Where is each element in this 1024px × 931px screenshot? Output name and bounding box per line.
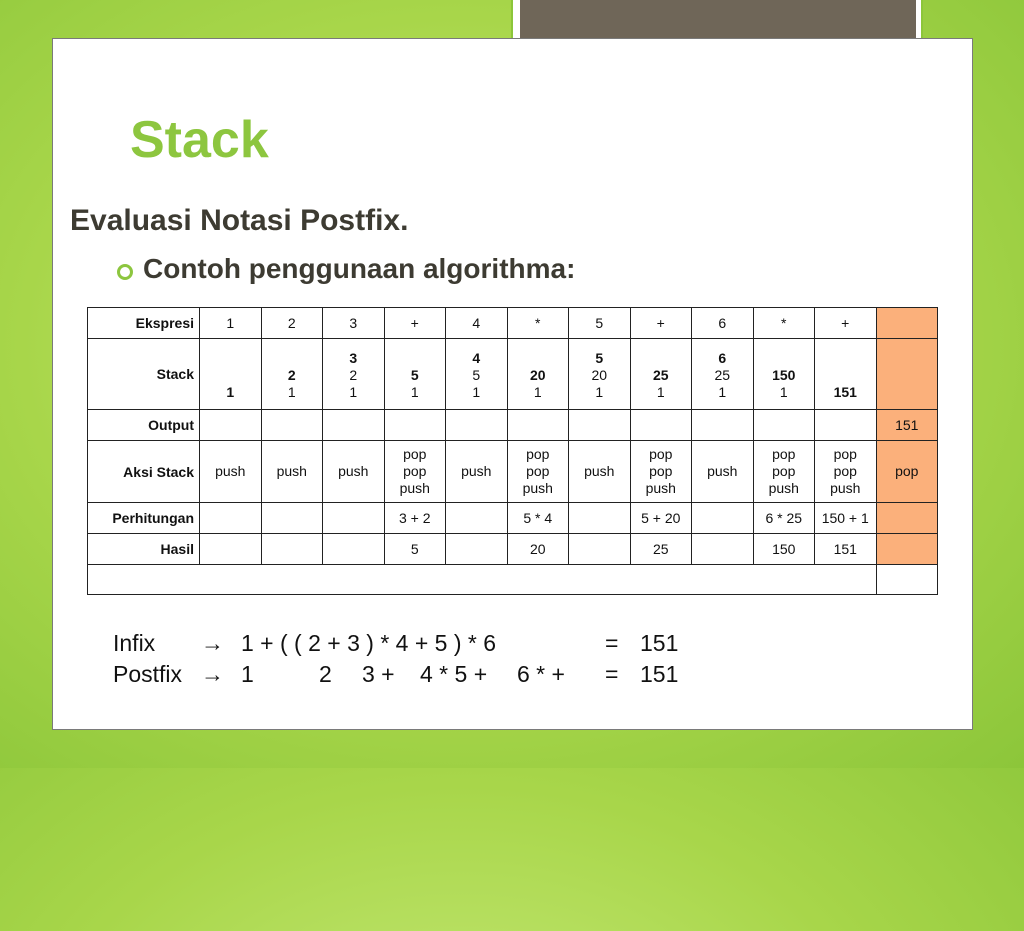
stack-value: 150 xyxy=(772,367,796,383)
hasil-cell xyxy=(446,534,508,565)
perhitungan-cell: 6 * 25 xyxy=(753,503,815,534)
stack-value: 1 xyxy=(656,384,665,400)
arrow-right-icon: → xyxy=(201,630,224,656)
perhitungan-cell xyxy=(200,503,262,534)
stack-value: 5 xyxy=(595,350,604,366)
ekspresi-cell: + xyxy=(384,308,446,339)
postfix-token: 2 xyxy=(319,661,332,687)
perhitungan-cell xyxy=(692,503,754,534)
aksi-cell xyxy=(630,441,692,503)
postfix-label: Postfix xyxy=(113,661,183,687)
hasil-cell xyxy=(876,534,938,565)
postfix-token: 4 * 5 + xyxy=(420,661,488,687)
stack-value: 2 xyxy=(287,367,296,383)
aksi-value: pop xyxy=(772,463,796,479)
output-cell xyxy=(384,410,446,441)
stack-value: 5 xyxy=(410,367,419,383)
stack-cell xyxy=(630,339,692,410)
output-cell xyxy=(446,410,508,441)
table-row xyxy=(88,308,938,339)
stack-value: 4 xyxy=(472,350,481,366)
table-row xyxy=(88,441,938,503)
row-header-perhitungan: Perhitungan xyxy=(88,503,200,534)
perhitungan-cell: 5 * 4 xyxy=(507,503,569,534)
bullet-text: Contoh penggunaan algorithma: xyxy=(143,253,576,284)
empty-cell xyxy=(876,565,938,595)
infix-expression: 1 + ( ( 2 + 3 ) * 4 + 5 ) * 6 xyxy=(241,630,497,656)
stack-cell xyxy=(446,339,508,410)
aksi-value: pop xyxy=(833,446,857,462)
empty-cell xyxy=(88,565,877,595)
output-cell xyxy=(569,410,631,441)
perhitungan-cell xyxy=(569,503,631,534)
aksi-value: push xyxy=(768,480,799,496)
aksi-cell xyxy=(323,441,385,503)
table-row xyxy=(88,503,938,534)
output-cell: 151 xyxy=(876,410,938,441)
hasil-cell: 151 xyxy=(815,534,877,565)
aksi-cell xyxy=(384,441,446,503)
perhitungan-cell xyxy=(261,503,323,534)
stack-cell xyxy=(261,339,323,410)
output-cell xyxy=(507,410,569,441)
postfix-token: 1 xyxy=(241,661,254,687)
aksi-cell xyxy=(200,441,262,503)
stack-evaluation-table xyxy=(87,307,938,595)
stack-value: 20 xyxy=(529,367,546,383)
output-cell xyxy=(323,410,385,441)
output-cell xyxy=(261,410,323,441)
stack-value: 1 xyxy=(779,384,788,400)
stack-value: 1 xyxy=(595,384,604,400)
aksi-value: pop xyxy=(403,446,427,462)
perhitungan-cell: 150 + 1 xyxy=(815,503,877,534)
stack-value: 3 xyxy=(349,350,358,366)
aksi-value: push xyxy=(584,463,615,479)
ekspresi-cell: + xyxy=(815,308,877,339)
ekspresi-cell: + xyxy=(630,308,692,339)
stack-value: 1 xyxy=(472,384,481,400)
aksi-cell xyxy=(569,441,631,503)
slide-title: Stack xyxy=(130,111,269,169)
aksi-value: push xyxy=(461,463,492,479)
ekspresi-cell: 3 xyxy=(323,308,385,339)
arrow-right-icon: → xyxy=(201,661,224,687)
stack-cell xyxy=(384,339,446,410)
stack-cell xyxy=(692,339,754,410)
stack-value: 6 xyxy=(718,350,727,366)
row-header-aksi: Aksi Stack xyxy=(88,441,200,503)
aksi-value: pop xyxy=(649,446,673,462)
stack-value: 1 xyxy=(226,384,235,400)
stack-value: 151 xyxy=(833,384,857,400)
output-cell xyxy=(753,410,815,441)
aksi-value: pop xyxy=(895,463,919,479)
ekspresi-cell: 6 xyxy=(692,308,754,339)
perhitungan-cell xyxy=(323,503,385,534)
aksi-cell xyxy=(446,441,508,503)
postfix-token: 3 + xyxy=(362,661,395,687)
stack-value: 1 xyxy=(349,384,358,400)
perhitungan-cell: 5 + 20 xyxy=(630,503,692,534)
bullet-circle-icon xyxy=(117,264,133,280)
aksi-cell xyxy=(507,441,569,503)
postfix-result: 151 xyxy=(640,661,679,687)
postfix-token: 6 * + xyxy=(517,661,565,687)
stack-value: 1 xyxy=(533,384,542,400)
ekspresi-cell xyxy=(876,308,938,339)
output-cell xyxy=(815,410,877,441)
perhitungan-cell: 3 + 2 xyxy=(384,503,446,534)
stack-cell xyxy=(507,339,569,410)
aksi-value: push xyxy=(276,463,307,479)
aksi-value: push xyxy=(830,480,861,496)
hasil-cell: 20 xyxy=(507,534,569,565)
aksi-value: push xyxy=(399,480,430,496)
aksi-value: pop xyxy=(772,446,796,462)
stack-value: 20 xyxy=(591,367,608,383)
stack-value: 1 xyxy=(410,384,419,400)
aksi-cell xyxy=(815,441,877,503)
stack-value: 5 xyxy=(472,367,481,383)
stack-cell xyxy=(323,339,385,410)
aksi-value: push xyxy=(522,480,553,496)
ekspresi-cell: * xyxy=(507,308,569,339)
table-row xyxy=(88,534,938,565)
stack-value: 25 xyxy=(652,367,669,383)
aksi-value: push xyxy=(645,480,676,496)
stack-value: 2 xyxy=(349,367,358,383)
stack-cell xyxy=(753,339,815,410)
ekspresi-cell: 5 xyxy=(569,308,631,339)
aksi-value: push xyxy=(215,463,246,479)
aksi-value: push xyxy=(707,463,738,479)
stack-value: 1 xyxy=(718,384,727,400)
aksi-value: pop xyxy=(649,463,673,479)
aksi-value: pop xyxy=(403,463,427,479)
hasil-cell: 25 xyxy=(630,534,692,565)
perhitungan-cell xyxy=(876,503,938,534)
ekspresi-cell: 4 xyxy=(446,308,508,339)
hasil-cell xyxy=(692,534,754,565)
hasil-cell xyxy=(261,534,323,565)
aksi-value: pop xyxy=(526,463,550,479)
postfix-equals: = xyxy=(605,661,619,687)
row-header-ekspresi: Ekspresi xyxy=(88,308,200,339)
hasil-cell xyxy=(569,534,631,565)
hasil-cell xyxy=(323,534,385,565)
table-row xyxy=(88,339,938,410)
stack-cell xyxy=(815,339,877,410)
table-row xyxy=(88,565,938,595)
ekspresi-cell: 2 xyxy=(261,308,323,339)
output-cell xyxy=(692,410,754,441)
output-cell xyxy=(200,410,262,441)
hasil-cell xyxy=(200,534,262,565)
ekspresi-cell: 1 xyxy=(200,308,262,339)
row-header-hasil: Hasil xyxy=(88,534,200,565)
slide-heading: Evaluasi Notasi Postfix. xyxy=(70,204,409,237)
row-header-stack: Stack xyxy=(88,339,200,410)
aksi-cell xyxy=(876,441,938,503)
table-row xyxy=(88,410,938,441)
stack-cell xyxy=(569,339,631,410)
output-cell xyxy=(630,410,692,441)
stack-value: 1 xyxy=(287,384,296,400)
aksi-value: push xyxy=(338,463,369,479)
infix-label: Infix xyxy=(113,630,156,656)
infix-equals: = xyxy=(605,630,619,656)
perhitungan-cell xyxy=(446,503,508,534)
row-header-output: Output xyxy=(88,410,200,441)
stack-cell xyxy=(876,339,938,410)
hasil-cell: 150 xyxy=(753,534,815,565)
ekspresi-cell: * xyxy=(753,308,815,339)
stack-cell xyxy=(200,339,262,410)
hasil-cell: 5 xyxy=(384,534,446,565)
postfix-line xyxy=(113,661,679,931)
stack-value: 25 xyxy=(714,367,731,383)
aksi-value: pop xyxy=(833,463,857,479)
aksi-cell xyxy=(261,441,323,503)
aksi-value: pop xyxy=(526,446,550,462)
aksi-cell xyxy=(753,441,815,503)
aksi-cell xyxy=(692,441,754,503)
infix-result: 151 xyxy=(640,630,679,656)
